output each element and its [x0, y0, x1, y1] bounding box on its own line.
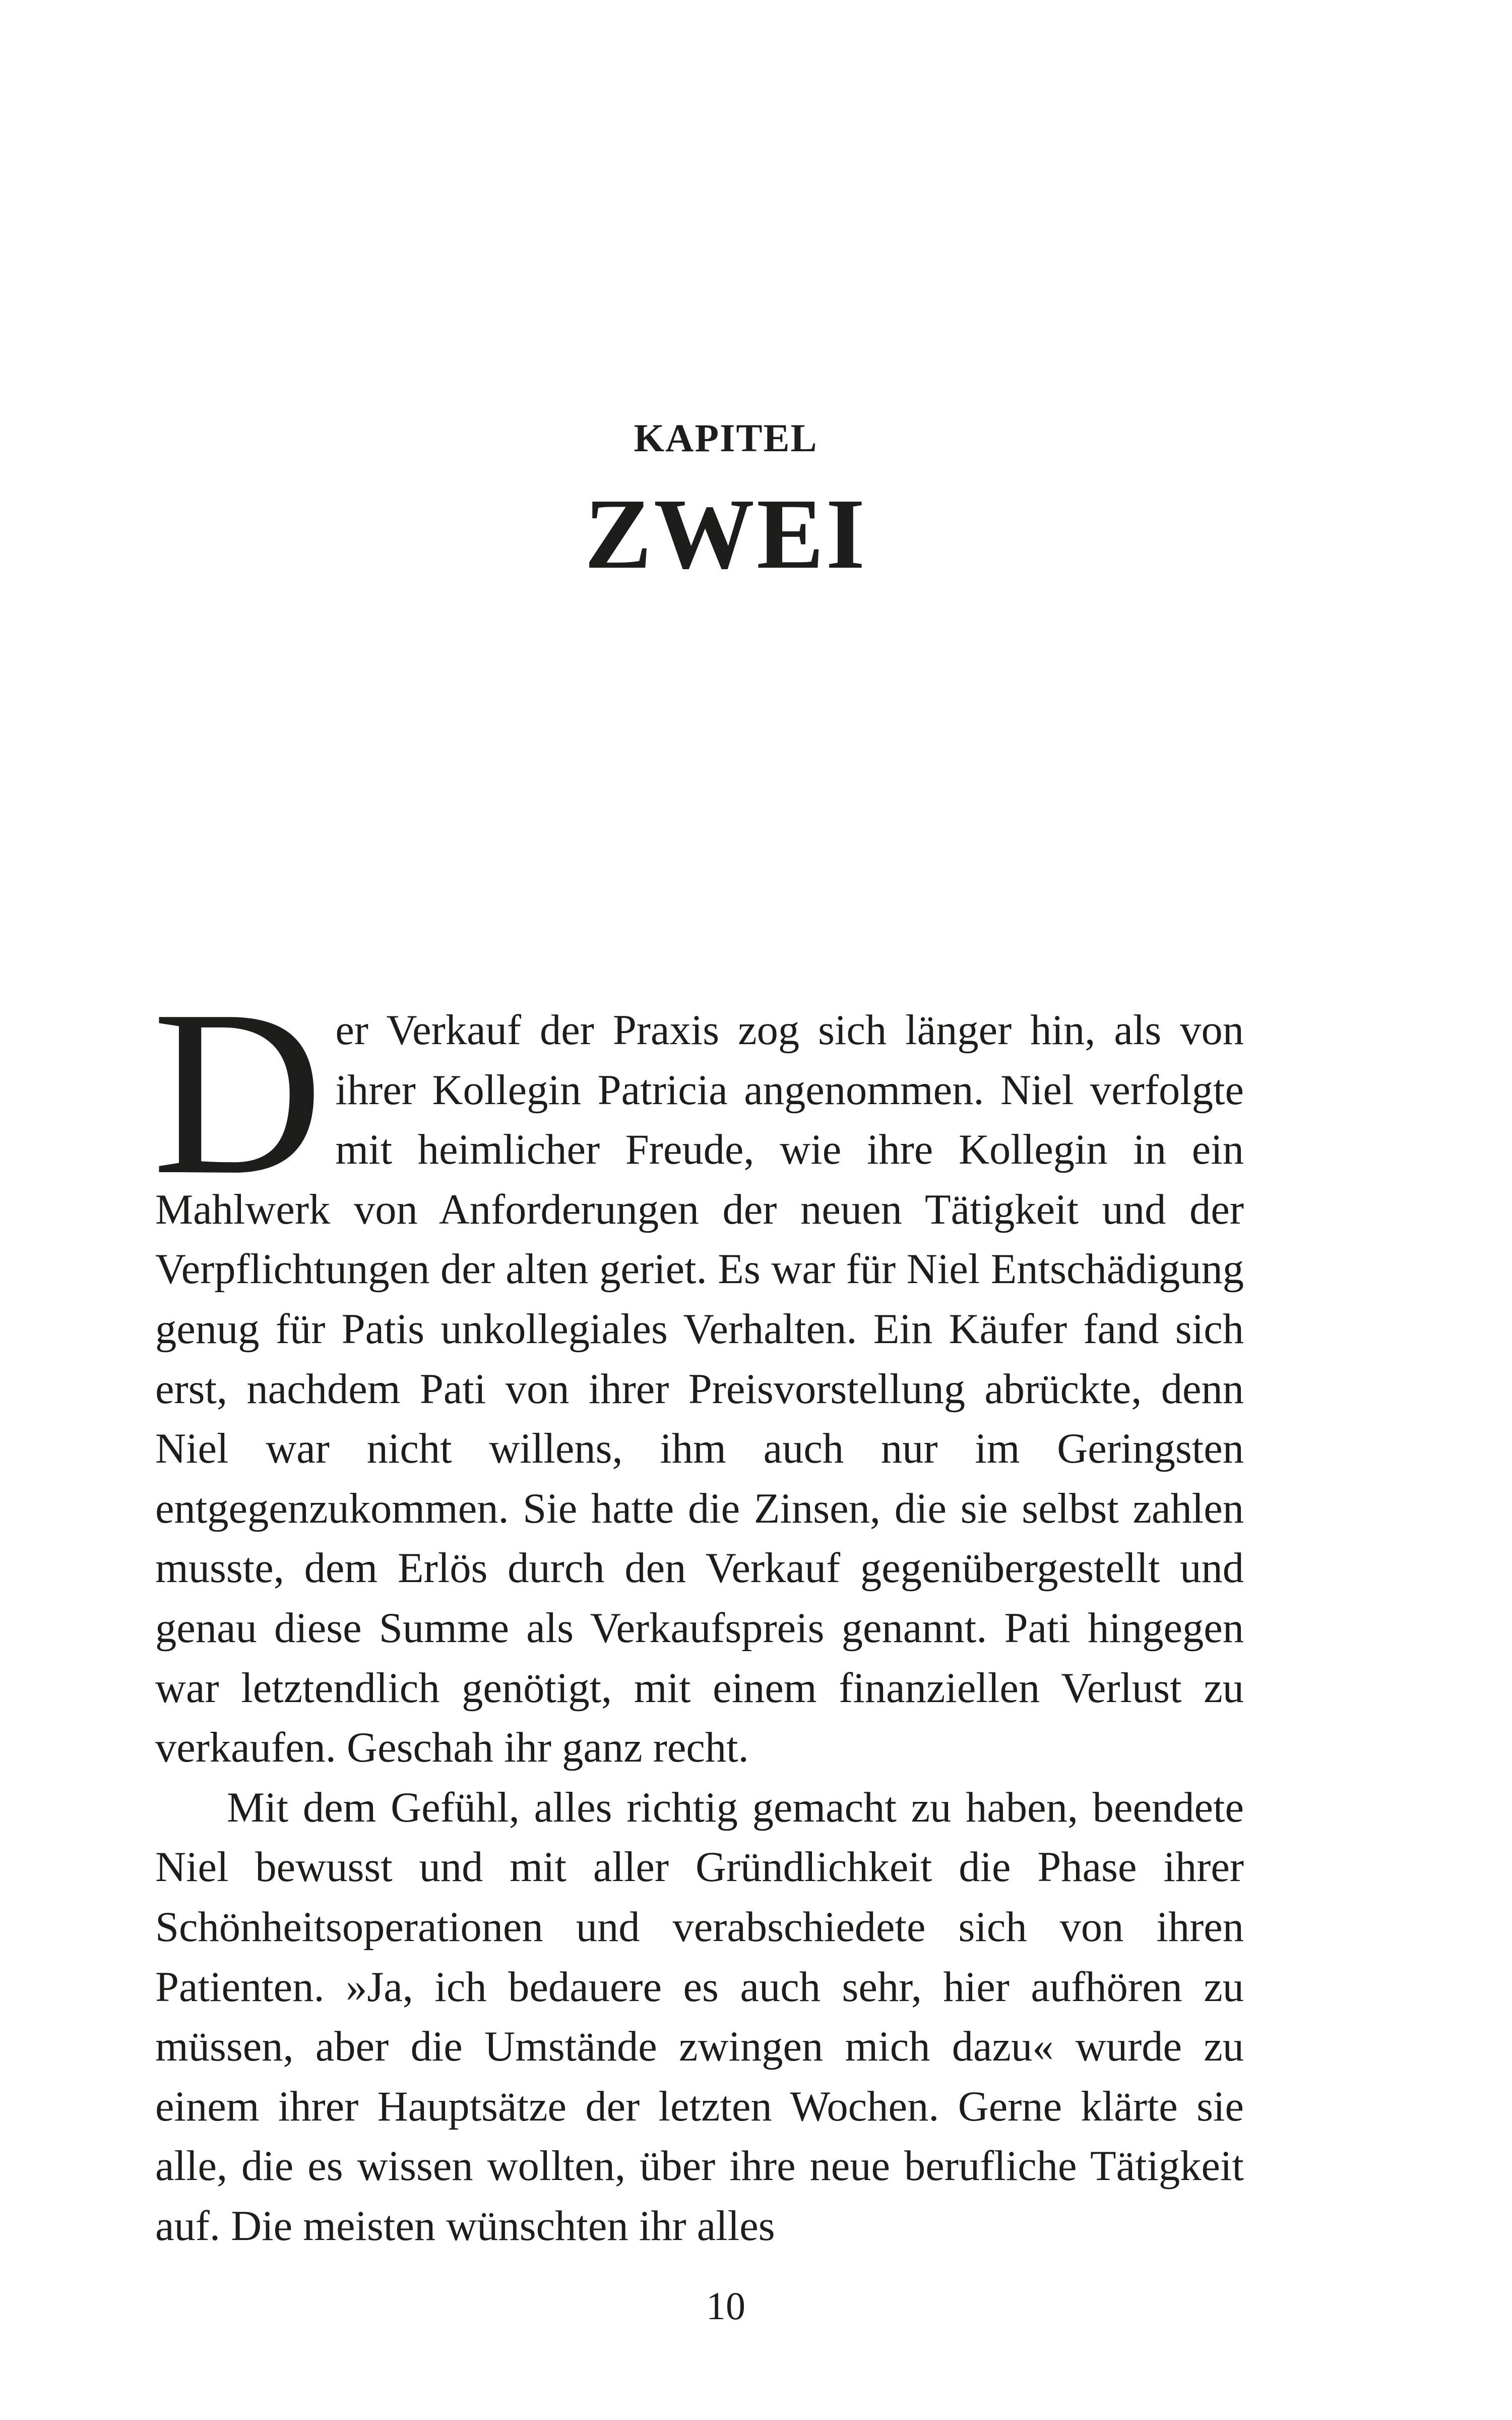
paragraph-1 — [152, 961, 1244, 1778]
page-number: 10 — [706, 2284, 745, 2328]
chapter-title: ZWEI — [584, 478, 867, 590]
chapter-label: KAPITEL — [634, 416, 818, 460]
paragraph-1-text: er Verkauf der Praxis zog sich länger hin, als von ihrer Kollegin Patricia angenommen. Niel verfolgte mit heimlicher Freude, wie ihre Kollegin in ein Mahlwerk von Anforderungen der neuen Tätigkeit und der Verpflichtungen der alten geriet. Es war für Niel Entschädigung genug für Patis unkollegiales Verhalten. Ein Käufer fand sich erst, nachdem Pati von ihrer Preisvorstellung abrückte, denn Niel war nicht willens, ihm auch nur im Geringsten entgegenzukommen. Sie hatte die Zinsen, die sie selbst zahlen musste, dem Erlös durch den Verkauf gegenübergestellt und genau diese Summe als Verkaufspreis genannt. Pati hingegen war letztendlich genötigt, mit einem finanziellen Verlust zu verkaufen. Geschah ihr ganz recht. — [155, 1007, 1244, 1772]
drop-cap: D — [152, 961, 324, 1224]
chapter-body — [152, 961, 1244, 2256]
paragraph-2: Mit dem Gefühl, alles richtig gemacht zu haben, beendete Niel bewusst und mit aller Gründlichkeit die Phase ihrer Schönheitsoperationen und verabschiedete sich von ihren Patienten. »Ja, ich bedauere es auch sehr, hier aufhören zu müssen, aber die Umstände zwingen mich dazu« wurde zu einem ihrer Hauptsätze der letzten Wochen. Gerne klärte sie alle, die es wissen wollten, über ihre neue berufliche Tätigkeit auf. Die meisten wünschten ihr alles — [155, 1784, 1244, 2250]
